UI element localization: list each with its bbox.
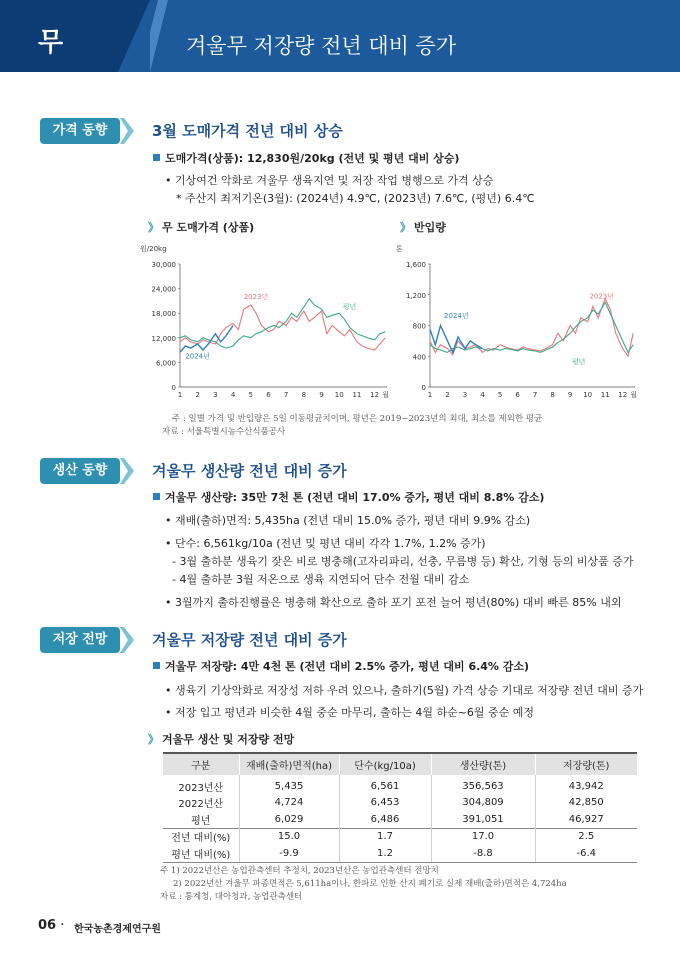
x-tick-label: 10 xyxy=(583,391,593,399)
production-yield: • 단수: 6,561kg/10a (전년 및 평년 대비 각각 1.7%, 1.2% 증가) xyxy=(165,537,486,550)
y-tick-label: 24,000 xyxy=(151,285,176,294)
series-label: 평년 xyxy=(571,357,586,366)
table-cell: 1.7 xyxy=(339,828,431,845)
x-tick-label: 3 xyxy=(213,391,218,399)
x-tick-label: 7 xyxy=(283,391,289,399)
price-chart-title-text: 무 도매가격 (상품) xyxy=(162,221,255,234)
chevron-right-icon xyxy=(120,627,134,653)
table-cell: 2022년산 xyxy=(178,799,224,810)
table-cell: -8.8 xyxy=(431,845,535,862)
production-tag xyxy=(40,458,132,484)
square-bullet-icon xyxy=(153,662,160,669)
production-progress: • 3월까지 출하진행률은 병충해 확산으로 출하 포기 포전 늘어 평년(80%) 대비 빠른 85% 내외 xyxy=(165,596,622,609)
volume-chart-title xyxy=(400,219,446,235)
table-cell: 42,850 xyxy=(535,794,637,811)
series-label: 2024년 xyxy=(444,311,469,320)
x-tick-label: 1 xyxy=(177,391,183,399)
production-area: • 재배(출하)면적: 5,435ha (전년 대비 15.0% 증가, 평년 대비 9.9% 감소) xyxy=(165,514,531,527)
x-tick-label: 8 xyxy=(550,391,555,399)
y-tick-label: 400 xyxy=(412,353,426,362)
table-cell: 평년 대비(%) xyxy=(163,845,239,862)
series-label: 2024년 xyxy=(185,352,210,361)
x-tick-label: 1 xyxy=(427,391,433,399)
y-tick-label: 30,000 xyxy=(151,261,176,269)
storage-point-2: • 저장 입고 평년과 비슷한 4월 중순 마무리, 출하는 4월 하순~6월 중순 예정 xyxy=(165,706,535,719)
series-label: 2023년 xyxy=(589,292,615,301)
table-row xyxy=(163,811,637,828)
chevron-right-icon xyxy=(120,458,134,484)
storage-table xyxy=(163,752,637,863)
storage-tag-label: 저장 전망 xyxy=(40,627,120,653)
y-tick-label: 0 xyxy=(421,384,426,392)
x-tick-label: 3 xyxy=(462,391,468,399)
x-tick-label: 9 xyxy=(319,391,324,399)
production-yield-detail-1: - 3월 출하분 생육기 잦은 비로 병충해(고자리파리, 선충, 무름병 등) 확산, 기형 등의 비상품 증가 xyxy=(172,555,634,568)
x-tick-label: 12 xyxy=(618,391,628,399)
table-cell: 평년 xyxy=(191,815,211,827)
x-tick-label: 12 xyxy=(370,391,380,399)
series-label: 평년 xyxy=(342,303,357,312)
table-cell: 전년 대비(%) xyxy=(163,828,239,845)
production-tag-label: 생산 동향 xyxy=(40,458,120,484)
y-tick-label: 0 xyxy=(171,384,176,392)
storage-tag xyxy=(40,627,132,653)
table-header-cell: 단수(kg/10a) xyxy=(339,753,431,775)
table-cell: 15.0 xyxy=(239,828,339,845)
table-cell: 4,724 xyxy=(239,794,339,811)
table-cell: 2.5 xyxy=(535,828,637,845)
price-chart xyxy=(140,240,398,405)
price-tag xyxy=(40,118,132,144)
volume-chart xyxy=(396,240,646,405)
price-temperature-note: * 주산지 최저기온(3월): (2024년) 4.9℃, (2023년) 7.6℃, (평년) 6.4℃ xyxy=(176,192,535,205)
table-cell: 5,435 xyxy=(239,775,339,794)
chart-note-2: 자료 : 서울특별시농수산식품공사 xyxy=(162,427,286,437)
series-label: 2023년 xyxy=(243,292,269,301)
x-tick-label: 4 xyxy=(480,391,485,399)
x-tick-label: 6 xyxy=(515,391,520,399)
header-title: 겨울무 저장량 전년 대비 증가 xyxy=(186,34,457,58)
x-tick-label: 5 xyxy=(497,391,503,399)
x-tick-label: 10 xyxy=(334,391,344,399)
y-tick-label: 18,000 xyxy=(151,310,176,319)
storage-main-point: 겨울무 저장량: 4만 4천 톤 (전년 대비 2.5% 증가, 평년 대비 6.4% 감소) xyxy=(165,660,530,673)
price-tag-label: 가격 동향 xyxy=(40,118,120,144)
y-unit-label: 원/20kg xyxy=(140,245,167,253)
header-stripe xyxy=(150,0,168,72)
y-tick-label: 12,000 xyxy=(151,334,176,343)
page-header xyxy=(0,0,680,72)
table-header-cell: 저장량(톤) xyxy=(535,753,637,775)
production-main-point: 겨울무 생산량: 35만 7천 톤 (전년 대비 17.0% 증가, 평년 대비 8.8% 감소) xyxy=(165,491,545,504)
chevron-icon: 》 xyxy=(400,221,411,234)
square-bullet-icon xyxy=(153,493,160,500)
x-tick-label: 2 xyxy=(195,391,200,399)
chevron-icon: 》 xyxy=(148,221,159,234)
chevron-right-icon xyxy=(120,118,134,144)
x-tick-label: 7 xyxy=(532,391,538,399)
storage-point-1: • 생육기 기상악화로 저장성 저하 우려 있으나, 출하기(5월) 가격 상승 기대로 저장량 전년 대비 증가 xyxy=(165,684,644,697)
table-cell: 1.2 xyxy=(339,845,431,862)
y-tick-label: 800 xyxy=(412,322,426,331)
page-number xyxy=(38,918,64,933)
table-cell: 6,453 xyxy=(339,794,431,811)
x-tick-label: 5 xyxy=(248,391,254,399)
y-tick-label: 6,000 xyxy=(155,359,176,368)
table-cell: 2023년산 xyxy=(178,783,224,794)
x-axis-label: 월 xyxy=(382,391,389,399)
table-row xyxy=(163,828,637,845)
table-cell: 304,809 xyxy=(431,794,535,811)
table-note-3: 자료 : 통계청, 대아청과, 농업관측센터 xyxy=(160,892,303,902)
table-row xyxy=(163,794,637,811)
table-header-cell: 재배(출하)면적(ha) xyxy=(239,753,339,775)
table-cell: 391,051 xyxy=(431,811,535,828)
square-bullet-icon xyxy=(153,154,160,161)
table-cell: -9.9 xyxy=(239,845,339,862)
x-tick-label: 6 xyxy=(266,391,271,399)
table-row xyxy=(163,845,637,862)
organization-name: 한국농촌경제연구원 xyxy=(74,924,161,935)
table-cell: 17.0 xyxy=(431,828,535,845)
chevron-icon: 》 xyxy=(148,733,159,746)
table-header-cell: 구분 xyxy=(163,753,239,775)
table-header-row xyxy=(163,753,637,775)
table-note-2: 2) 2022년산 겨울무 파종면적은 5,611ha이나, 한파로 인한 산지 폐기로 실제 재배(출하)면적은 4,724ha xyxy=(173,879,567,889)
table-cell: 6,486 xyxy=(339,811,431,828)
production-yield-detail-2: - 4월 출하분 3월 저온으로 생육 지연되어 단수 전월 대비 감소 xyxy=(172,573,470,586)
table-title-text: 겨울무 생산 및 저장량 전망 xyxy=(162,733,295,746)
chart-note-1: 주 : 일별 가격 및 반입량은 5일 이동평균치이며, 평년은 2019~2023년의 최대, 최소를 제외한 평균 xyxy=(172,414,543,424)
storage-section-title: 겨울무 저장량 전년 대비 증가 xyxy=(152,631,347,649)
y-tick-label: 1,200 xyxy=(405,291,426,300)
price-main-point: 도매가격(상품): 12,830원/20kg (전년 및 평년 대비 상승) xyxy=(165,152,460,165)
table-note-1: 주 1) 2022년산은 농업관측센터 추정치, 2023년산은 농업관측센터 전망치 xyxy=(160,866,439,876)
header-category: 무 xyxy=(38,28,64,58)
x-axis-label: 월 xyxy=(630,391,637,399)
production-section-title: 겨울무 생산량 전년 대비 증가 xyxy=(152,462,347,480)
table-row xyxy=(163,775,637,794)
table-cell: 356,563 xyxy=(431,775,535,794)
table-title xyxy=(148,731,294,747)
x-tick-label: 9 xyxy=(567,391,573,399)
y-tick-label: 1,600 xyxy=(405,261,426,269)
y-unit-label: 톤 xyxy=(396,245,403,253)
table-cell: -6.4 xyxy=(535,845,637,862)
table-cell: 43,942 xyxy=(535,775,637,794)
x-tick-label: 4 xyxy=(230,391,236,399)
table-cell: 6,029 xyxy=(239,811,339,828)
price-section-title: 3월 도매가격 전년 대비 상승 xyxy=(152,122,343,140)
table-cell: 46,927 xyxy=(535,811,637,828)
series-line xyxy=(430,302,633,352)
x-tick-label: 11 xyxy=(352,391,362,399)
price-sub-point: • 기상여건 악화로 겨울무 생육지연 및 저장 작업 병행으로 가격 상승 xyxy=(165,174,494,187)
price-chart-title xyxy=(148,219,254,235)
page-number-text: 06 xyxy=(38,918,57,933)
x-tick-label: 2 xyxy=(445,391,450,399)
header-dark-panel xyxy=(0,0,150,72)
footer-dot: · xyxy=(60,920,65,931)
table-cell: 6,561 xyxy=(339,775,431,794)
x-tick-label: 11 xyxy=(600,391,610,399)
table-header-cell: 생산량(톤) xyxy=(431,753,535,775)
volume-chart-title-text: 반입량 xyxy=(414,221,446,234)
x-tick-label: 8 xyxy=(301,391,307,399)
series-line xyxy=(180,305,385,350)
